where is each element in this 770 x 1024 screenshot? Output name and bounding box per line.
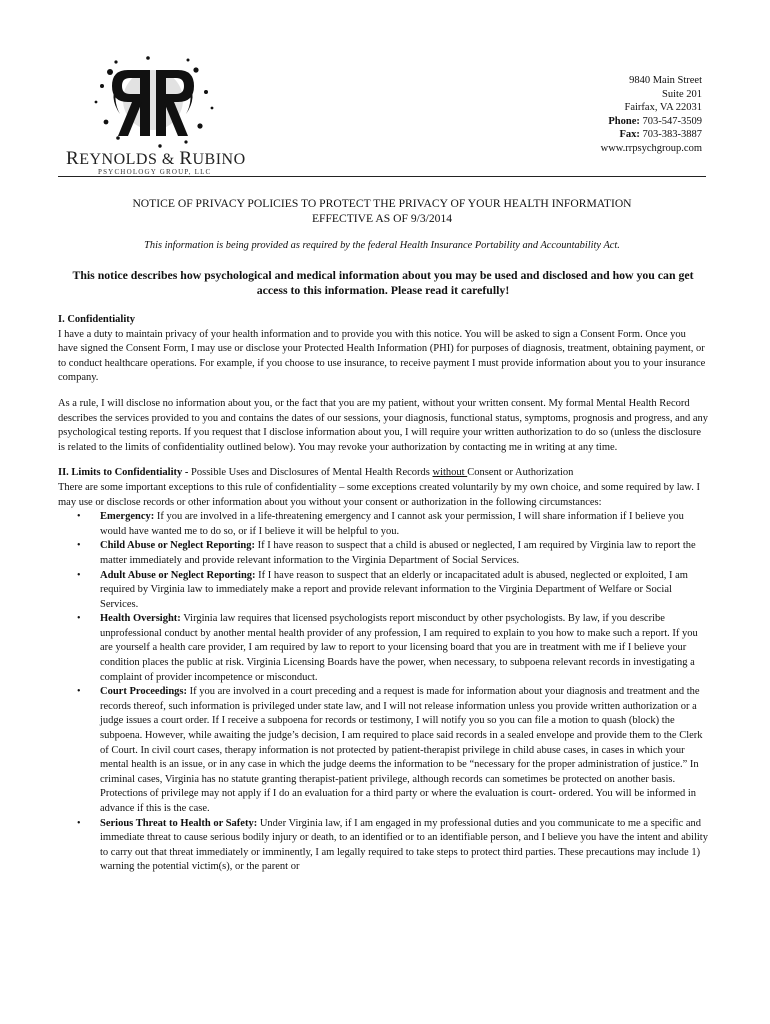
list-item (58, 539, 708, 568)
list-item-text: If you are involved in a court preceding and a request is made for information about your diagnosis and treatment and the records thereof, such information is privileged under state law, and I will not release information unless you provide written authorization or a judge issues a court order. If I receive a subpoena for records or testimony, I will notify you so you can file a motion to quash (block) the subpoena. However, while awaiting the judge’s decision, I am required to place said records in a sealed envelope and provide them to the Clerk of Court. In civil court cases, therapy information is not protected by patient-therapist privilege in child abuse cases, in cases in which your mental health is an issue, or in any case in which the judge deems the information to be “necessary for the proper administration of justice.” In criminal cases, Virginia has no statute granting therapist-patient privilege, although records can sometimes be protected on another basis. Protections of privilege may not apply if I do an evaluation for a third party or where the evaluation is court- ordered. You will be informed in advance if this is the case. (100, 686, 703, 814)
section-2-heading-bold: II. Limits to Confidentiality - (58, 467, 189, 479)
section-1-paragraph-2: As a rule, I will disclose no information about you, or the fact that you are my patient, without your written consent. My formal Mental Health Record describes the services provided to you and contains the dates of our sessions, your diagnosis, functional status, symptoms, prognosis and progress, and any psychological testing reports. If you request that I disclose information about you, I will require your written authorization to do so (unless the disclosure is related to the limits of confidentiality outlined below). You may revoke your authorization by contacting me in writing at any time. (58, 397, 709, 453)
company-logo (58, 52, 258, 182)
list-item (58, 510, 708, 539)
list-item-label: Serious Threat to Health or Safety: (100, 817, 258, 829)
header-divider (58, 176, 706, 177)
list-item-text: Virginia law requires that licensed psychologists report misconduct by other psychologists. By law, if you describe unprofessional conduct by another mental health provider of any profession, I am required to explain to you how to make such a report. If you are yourself a health care provider, I am required by law to report to your licensing board that you are in treatment with me if I believe your condition places the public at risk. Virginia Licensing Boards have the power, when necessary, to subpoena relevant records in investigating a complaint of provider incompetence or misconduct. (100, 613, 698, 683)
list-item (58, 685, 708, 816)
section-2-heading (58, 466, 708, 481)
list-item-text: Under Virginia law, if I am engaged in my professional duties and you communicate to me a specific and immediate threat to cause serious bodily injury or death, to an identified or to an identifiable person, and I believe you have the intent and ability to carry out that threat immediately or imminently, I am legally required to take steps to protect third parties. These precautions may include 1) warning the potential victim(s), or the parent or (100, 817, 708, 873)
list-item-text: If I have reason to suspect that an elderly or incapacitated adult is abused, neglected or exploited, I am required by Virginia law to immediately make a report and provide relevant information to the Virginia Department of Welfare or Social Services. (100, 569, 688, 610)
company-name-amp: & (157, 151, 180, 168)
rr-monogram-logo (88, 52, 218, 152)
address-suite: Suite 201 (662, 88, 702, 100)
address-phone (601, 115, 702, 129)
section-1-paragraph-1: I have a duty to maintain privacy of your health information and to provide you with this notice. You will be asked to sign a Consent Form. Once you have signed the Consent Form, I may use or disclose your Protected Health Information (PHI) for purposes of diagnosis, treatment, obtaining payment, or to conduct healthcare operations. For example, if you choose to use insurance, to receive payment I must provide information about you to your insurance company. (58, 328, 706, 384)
list-item-label: Health Oversight: (100, 613, 181, 625)
notice-statement: This notice describes how psychological and medical information about you may be used and disclosed and how you can get access to this information. Please read it carefully! (72, 268, 694, 297)
phone-number: 703-547-3509 (642, 115, 702, 127)
section-2-heading-underlined: without (432, 467, 468, 479)
list-item-label: Emergency: (100, 511, 155, 523)
section-1-heading: I. Confidentiality (58, 314, 136, 325)
title-line-1: NOTICE OF PRIVACY POLICIES TO PROTECT THE PRIVACY OF YOUR HEALTH INFORMATION (132, 197, 632, 210)
fax-label: Fax: (619, 129, 640, 140)
address-block (601, 74, 702, 155)
fax-number: 703-383-3887 (642, 129, 702, 140)
address-fax (601, 128, 702, 142)
company-name-initial-2: R (179, 148, 193, 169)
list-item-text: If I have reason to suspect that a child is abused or neglected, I am required by Virginia law to report the matter immediately and provide relevant information to the Virginia Department of Social Services. (100, 540, 696, 566)
bullet-icon: • (77, 569, 81, 581)
section-2-intro: There are some important exceptions to this rule of confidentiality – some exceptions created voluntarily by my own choice, and some required by law. I may use or disclose records or other information about you without your consent or authorization in the following circumstances: (58, 481, 700, 508)
bullet-icon: • (77, 817, 81, 829)
hipaa-subtitle: This information is being provided as required by the federal Health Insurance Portability and Accountability Act. (144, 240, 620, 251)
section-2-heading-text-b: Consent or Authorization (467, 467, 574, 479)
company-name-part-1: EYNOLDS (79, 151, 158, 168)
list-item-label: Court Proceedings: (100, 686, 187, 698)
company-name-initial-1: R (66, 148, 80, 169)
bullet-icon: • (77, 613, 81, 625)
document-body (58, 313, 708, 875)
bullet-icon: • (77, 511, 81, 523)
bullet-icon: • (77, 686, 81, 698)
company-name (66, 148, 246, 170)
address-street: 9840 Main Street (629, 75, 702, 86)
list-item-label: Adult Abuse or Neglect Reporting: (100, 569, 256, 581)
list-item (58, 817, 708, 875)
list-item (58, 569, 708, 613)
title-line-2: EFFECTIVE AS OF 9/3/2014 (311, 211, 453, 225)
limits-list (58, 510, 708, 875)
address-website[interactable]: www.rrpsychgroup.com (600, 142, 702, 154)
document-title (58, 197, 706, 226)
section-2-heading-text-a: Possible Uses and Disclosures of Mental Health Records (188, 467, 433, 479)
list-item-text: If you are involved in a life-threatening emergency and I cannot ask your permission, I will share information if I believe you would have wanted me to do so, or if I believe it will be helpful to you. (100, 511, 684, 537)
bullet-icon: • (77, 540, 81, 552)
list-item (58, 612, 708, 685)
company-name-part-2: UBINO (192, 151, 246, 168)
list-item-label: Child Abuse or Neglect Reporting: (100, 540, 255, 552)
company-tagline: PSYCHOLOGY GROUP, LLC (98, 168, 212, 176)
address-city: Fairfax, VA 22031 (624, 102, 702, 113)
phone-label: Phone: (608, 115, 640, 127)
